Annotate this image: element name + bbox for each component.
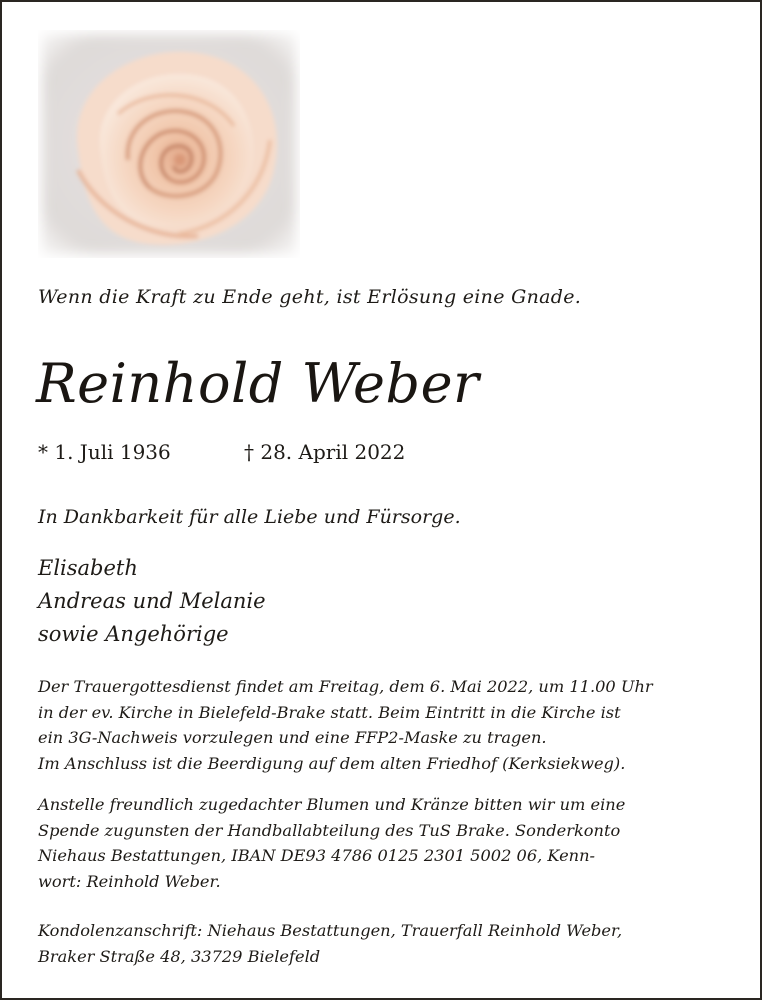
rose-photo xyxy=(38,30,300,258)
service-info xyxy=(38,674,724,776)
service-line: ein 3G-Nachweis vorzulegen und eine FFP2-Maske zu tragen. xyxy=(38,728,547,747)
birth-date: * 1. Juli 1936 xyxy=(38,440,171,464)
condolence-address xyxy=(38,918,724,969)
service-line: in der ev. Kirche in Bielefeld-Brake statt. Beim Eintritt in die Kirche ist xyxy=(38,702,621,722)
condolence-line: Kondolenzanschrift: Niehaus Bestattungen, Trauerfall Reinhold Weber, xyxy=(38,921,623,940)
donation-line: Spende zugunsten der Handballabteilung des TuS Brake. Sonderkonto xyxy=(38,820,621,840)
deceased-name: Reinhold Weber xyxy=(36,352,480,415)
service-line: Im Anschluss ist die Beerdigung auf dem alten Friedhof (Kerksiekweg). xyxy=(38,753,626,773)
donation-line: Niehaus Bestattungen, IBAN DE93 4786 0125 2301 5002 06, Kenn- xyxy=(38,846,595,865)
condolence-line: Braker Straße 48, 33729 Bielefeld xyxy=(38,946,321,966)
motto: Wenn die Kraft zu Ende geht, ist Erlösung eine Gnade. xyxy=(38,286,582,308)
donation-line: Anstelle freundlich zugedachter Blumen und Kränze bitten wir um eine xyxy=(38,795,626,814)
mourner-name: sowie Angehörige xyxy=(38,622,229,646)
death-date: † 28. April 2022 xyxy=(244,440,406,464)
mourner-name: Elisabeth xyxy=(38,556,138,580)
mourners-list xyxy=(38,552,266,651)
donation-line: wort: Reinhold Weber. xyxy=(38,871,221,891)
gratitude-line: In Dankbarkeit für alle Liebe und Fürsorge. xyxy=(38,506,461,528)
mourner-name: Andreas und Melanie xyxy=(38,589,266,613)
donation-info xyxy=(38,792,724,894)
service-line: Der Trauergottesdienst findet am Freitag, dem 6. Mai 2022, um 11.00 Uhr xyxy=(38,677,653,696)
